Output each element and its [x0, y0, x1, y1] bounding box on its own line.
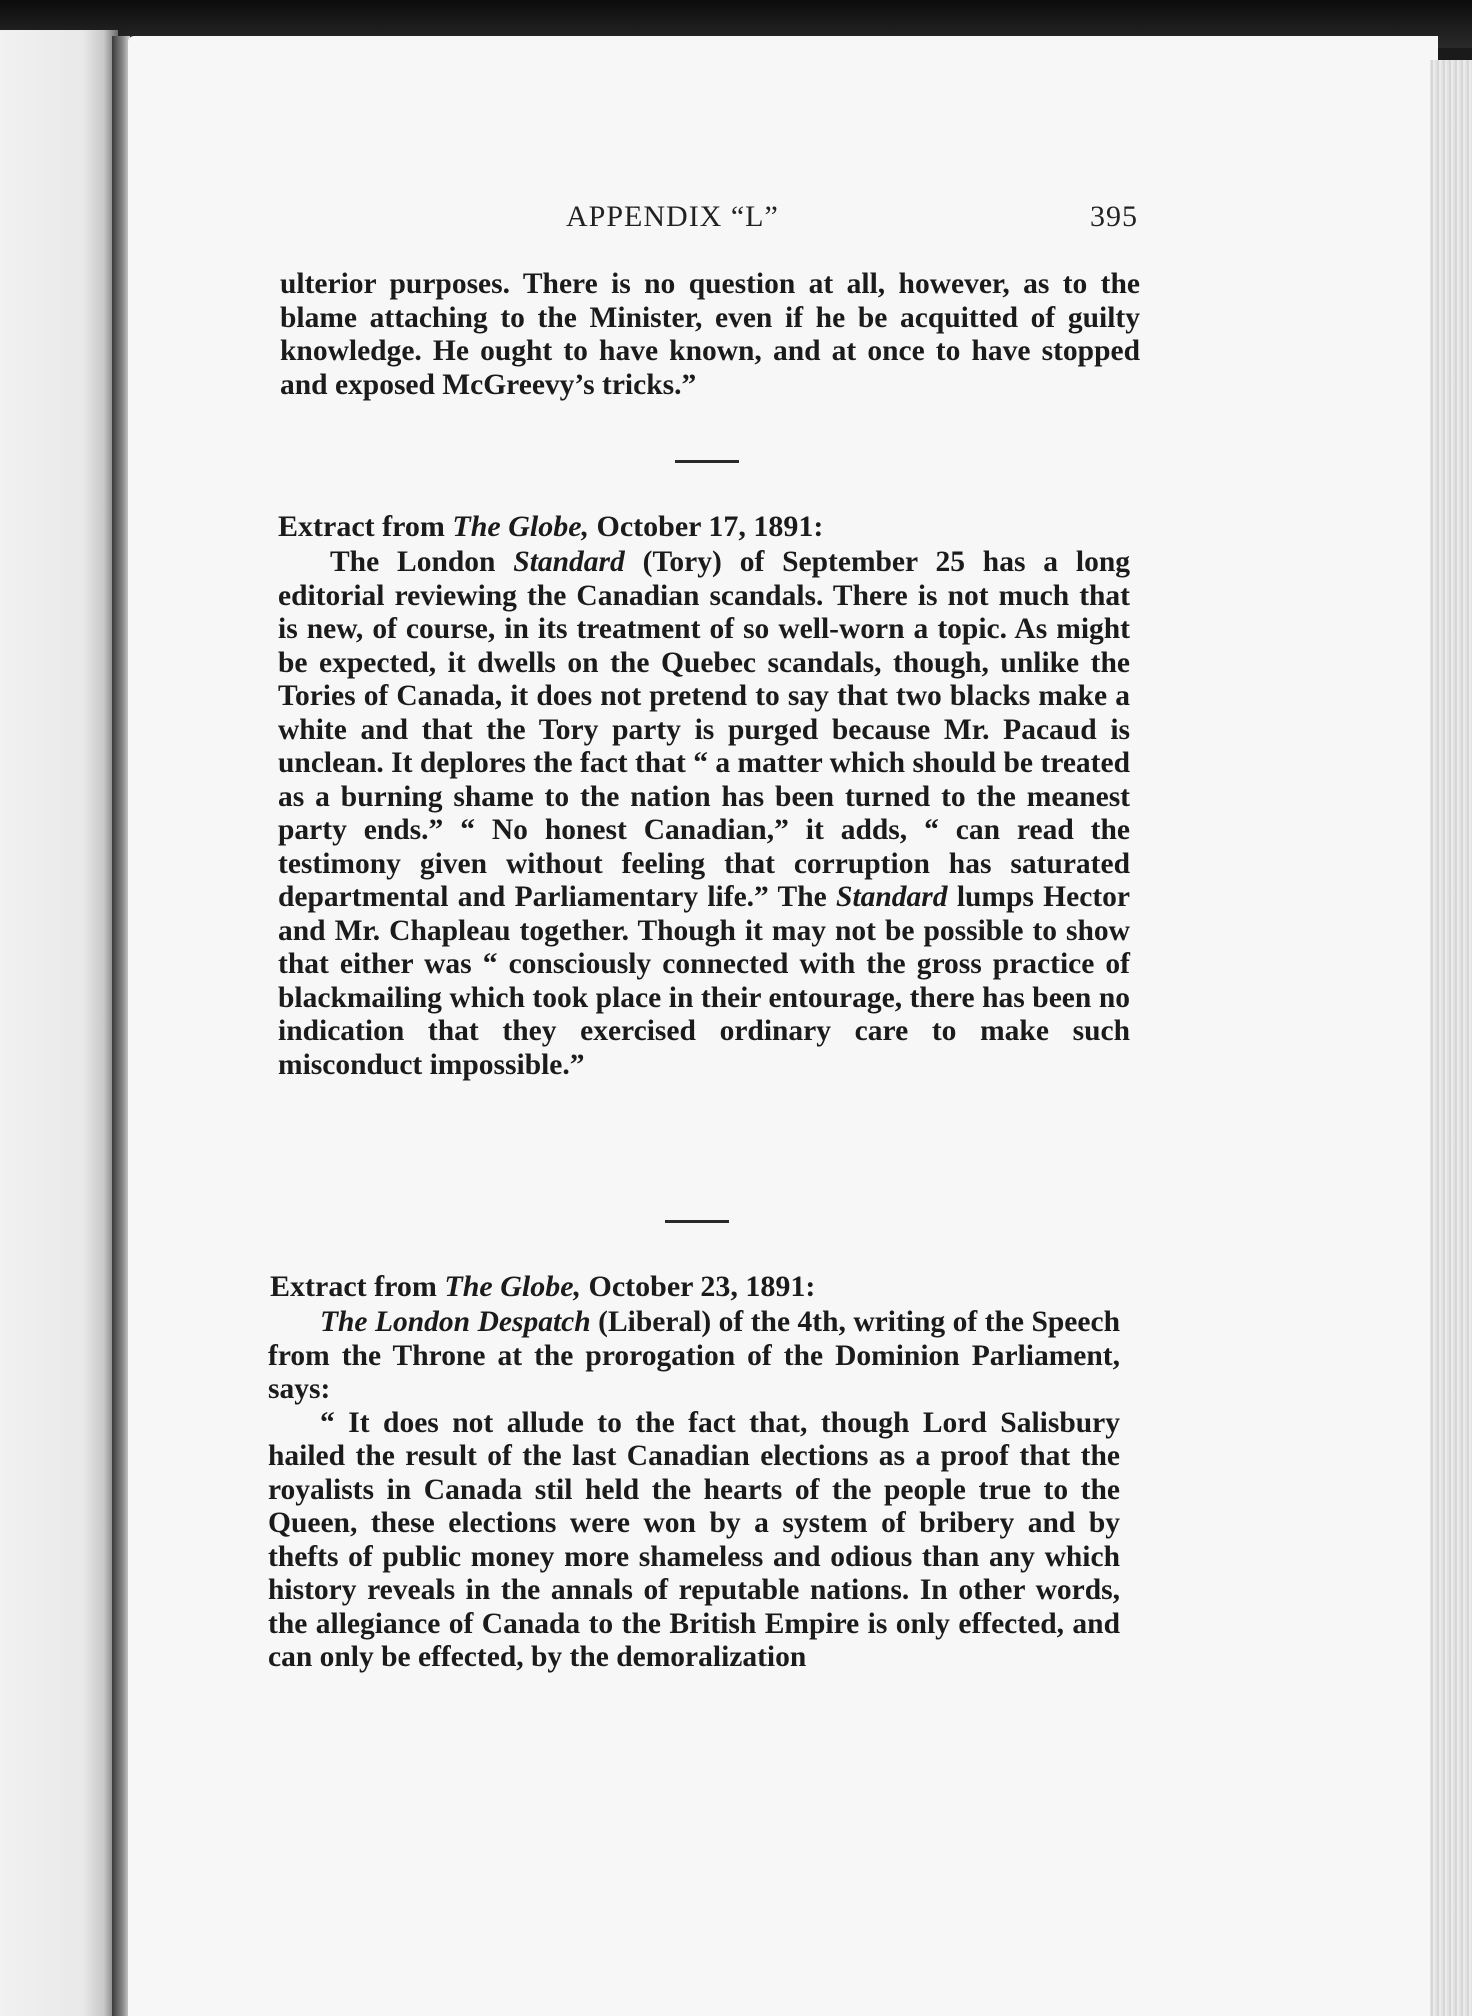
- extract-2-paragraph-2: “ It does not allude to the fact that, though Lord Salisbury hailed the result of the last Canadian elections as a proof that the royalists in Canada stil held the hearts of the people true to the Queen, these elections were won by a system of bribery and by thefts of public money more shameless and odious than any which history reveals in the annals of reputable nations. In other words, the allegiance of Canada to the British Empire is only effected, and can only be effected, by the demoralization: [268, 1406, 1120, 1673]
- extract-heading-2-prefix: Extract from: [270, 1270, 445, 1303]
- page-stack-edge: [1430, 60, 1472, 2016]
- extract-heading-1-source: The Globe,: [452, 510, 590, 543]
- extract-2-paragraph-1: [268, 1306, 1120, 1407]
- extract-1-text-a: The London: [330, 546, 514, 578]
- extract-1-text-b: (Tory) of September 25 has a long editorial reviewing the Canadian scandals. There is not much that is new, of course, in its treatment of so well-worn a topic. As might be expected, it dwells on the Quebec scandals, though, unlike the Tories of Canada, it does not pretend to say that two blacks make a white and that the Tory party is purged because Mr. Pacaud is unclean. It deplores the fact that “ a matter which should be treated as a burning shame to the nation has been turned to the meanest party ends.” “ No honest Canadian,” it adds, “ can read the testimony given without feeling that corruption has saturated departmental and Parliamentary life.” The: [278, 546, 1130, 913]
- continued-quote-text: ulterior purposes. There is no question at all, however, as to the blame attaching to the Minister, even if he be acquitted of guilty knowledge. He ought to have known, and at once to have stopped and exposed McGreevy’s tricks.”: [280, 268, 1140, 401]
- extract-1-paragraph: [278, 546, 1130, 1082]
- extract-2-body: [268, 1306, 1120, 1675]
- continued-quote: [280, 268, 1140, 402]
- extract-1-standard-2: Standard: [836, 881, 948, 913]
- extract-1-standard: Standard: [513, 546, 625, 578]
- extract-1-body: [278, 546, 1130, 1082]
- extract-heading-2-source: The Globe,: [444, 1270, 582, 1303]
- extract-2-publication: The London Despatch: [320, 1306, 591, 1338]
- extract-heading-1-prefix: Extract from: [278, 510, 453, 543]
- extract-1-text-c: lumps Hector and Mr. Chapleau together. Though it may not be possible to show that either was “ consciously connected with the gross practice of blackmailing which took place in their entourage, there has been no indication that they exercised ordinary care to make such misconduct impossible.”: [278, 881, 1130, 1081]
- left-page-edge: [0, 30, 118, 2016]
- extract-heading-1-date: October 17, 1891:: [589, 510, 824, 543]
- running-header: [566, 200, 1138, 248]
- section-divider: [675, 460, 739, 463]
- section-divider-2: [665, 1220, 729, 1223]
- extract-2-text: (Liberal) of the 4th, writing of the Speech from the Throne at the prorogation of the Dominion Parliament, says:: [268, 1306, 1120, 1405]
- extract-heading-1: [278, 510, 1138, 544]
- extract-heading-2: [270, 1270, 1130, 1304]
- page-number: 395: [1090, 200, 1138, 233]
- extract-heading-2-date: October 23, 1891:: [581, 1270, 816, 1303]
- running-header-title: APPENDIX “L”: [566, 200, 779, 233]
